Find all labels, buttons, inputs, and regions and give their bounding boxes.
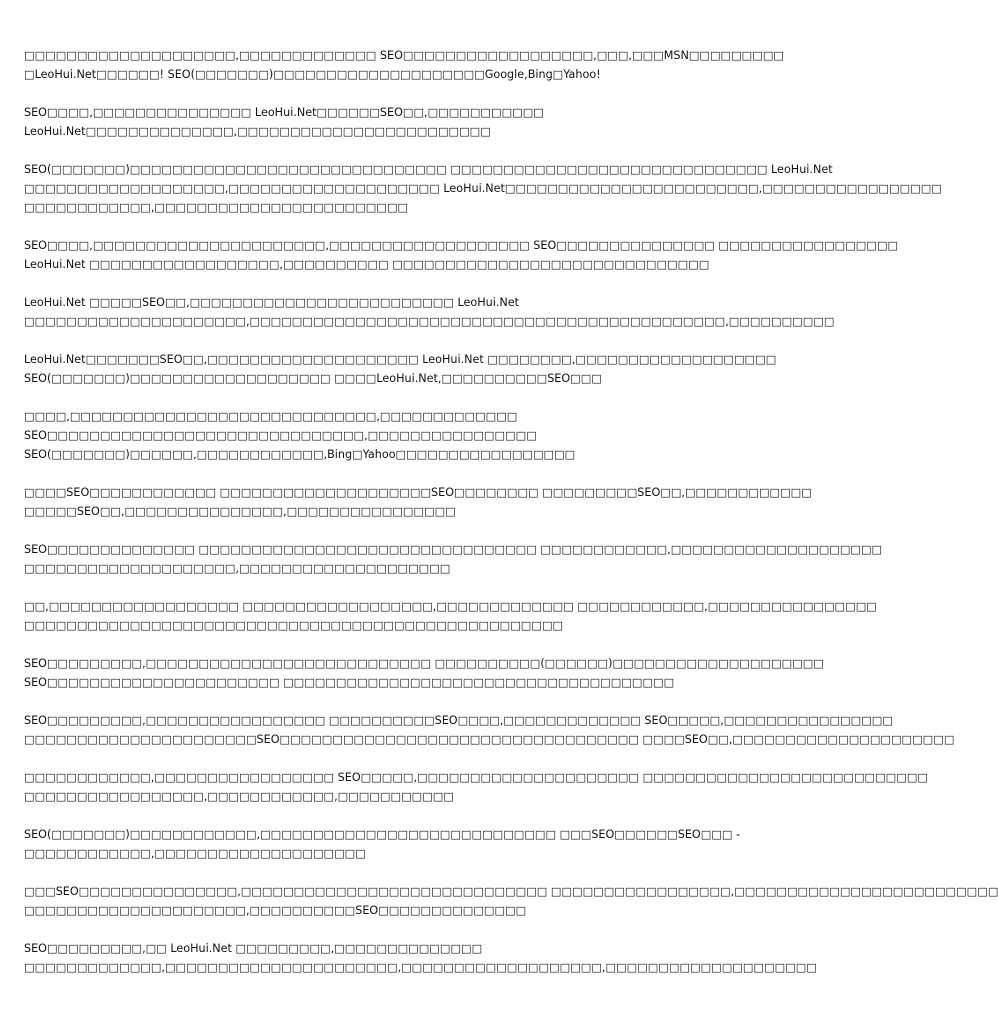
paragraph	[24, 939, 817, 977]
text-line: SEO□□□□,□□□□□□□□□□□□□□□ LeoHui.Net□□□□□□SEO□□,□□□□□□□□□□□	[24, 106, 544, 119]
text-line: SEO□□□□□□□□□□□□□□□□□□□□□□□□□□□□□□,□□□□□□□□□□□□□□□□	[24, 429, 537, 442]
text-line: SEO□□□□,□□□□□□□□□□□□□□□□□□□□□□,□□□□□□□□□□□□□□□□□□□ SEO□□□□□□□□□□□□□□□ □□□□□□□□□□□□□□□□□	[24, 239, 899, 252]
paragraph	[24, 768, 928, 806]
text-line: SEO□□□□□□□□□,□□ LeoHui.Net □□□□□□□□□,□□□□□□□□□□□□□□	[24, 942, 483, 955]
text-line: □□,□□□□□□□□□□□□□□□□□□ □□□□□□□□□□□□□□□□□□,□□□□□□□□□□□□□ □□□□□□□□□□□□,□□□□□□□□□□□□□□□□	[24, 600, 877, 613]
paragraph	[24, 882, 998, 920]
paragraph	[24, 597, 877, 635]
text-line: □□□□□□□□□□□□,□□□□□□□□□□□□□□□□□ SEO□□□□□,□□□□□□□□□□□□□□□□□□□□□ □□□□□□□□□□□□□□□□□□□□□□□□□□□	[24, 771, 928, 784]
paragraph	[24, 236, 899, 274]
text-line: SEO□□□□□□□□□,□□□□□□□□□□□□□□□□□□□□□□□□□□□ □□□□□□□□□□(□□□□□□)□□□□□□□□□□□□□□□□□□□□	[24, 657, 824, 670]
text-line: SEO(□□□□□□□)□□□□□□,□□□□□□□□□□□□,Bing□Yahoo□□□□□□□□□□□□□□□□□	[24, 448, 576, 461]
text-line: □□□□□□□□□□□□□,□□□□□□□□□□□□□□□□□□□□□□,□□□□□□□□□□□□□□□□□□□,□□□□□□□□□□□□□□□□□□□□	[24, 961, 817, 974]
paragraph	[24, 711, 955, 749]
paragraph	[24, 293, 835, 331]
paragraph	[24, 540, 883, 578]
text-line: SEO□□□□□□□□□□□□□□□□□□□□□□ □□□□□□□□□□□□□□□□□□□□□□□□□□□□□□□□□□□□□	[24, 676, 675, 689]
paragraph	[24, 654, 824, 692]
paragraph	[24, 46, 784, 84]
text-line: □□□□□□□□□□□□□□□□□□□□□□SEO□□□□□□□□□□□□□□□□□□□□□□□□□□□□□□□□□□ □□□□SEO□□,□□□□□□□□□□□□□□□□□□□□□	[24, 733, 955, 746]
paragraph	[24, 407, 696, 464]
text-line: □□□□SEO□□□□□□□□□□□□ □□□□□□□□□□□□□□□□□□□□SEO□□□□□□□□ □□□□□□□□□SEO□□,□□□□□□□□□□□□	[24, 486, 812, 499]
paragraph	[24, 160, 942, 217]
text-line: □□□□□SEO□□,□□□□□□□□□□□□□□□,□□□□□□□□□□□□□□□□	[24, 505, 456, 518]
text-line: SEO(□□□□□□□)□□□□□□□□□□□□□□□□□□□ □□□□LeoHui.Net,□□□□□□□□□□SEO□□□	[24, 372, 602, 385]
text-line: LeoHui.Net□□□□□□□SEO□□,□□□□□□□□□□□□□□□□□□□□ LeoHui.Net □□□□□□□□,□□□□□□□□□□□□□□□□□□□	[24, 353, 777, 366]
paragraph	[24, 825, 741, 863]
text-line: SEO□□□□□□□□□□□□□□ □□□□□□□□□□□□□□□□□□□□□□□□□□□□□□□□ □□□□□□□□□□□□,□□□□□□□□□□□□□□□□□□□□	[24, 543, 883, 556]
text-line: □□□SEO□□□□□□□□□□□□□□□,□□□□□□□□□□□□□□□□□□□□□□□□□□□□□ □□□□□□□□□□□□□□□□□,□□□□□□□□□□□□□□□□□□□□□□□□□	[24, 885, 998, 898]
text-line: SEO(□□□□□□□)□□□□□□□□□□□□,□□□□□□□□□□□□□□□□□□□□□□□□□□□□ □□□SEO□□□□□□SEO□□□ -	[24, 828, 741, 841]
text-line: □□□□□□□□□□□□,□□□□□□□□□□□□□□□□□□□□	[24, 847, 366, 860]
text-line: □□□□□□□□□□□□□□□□□□□,□□□□□□□□□□□□□□□□□□□□ LeoHui.Net□□□□□□□□□□□□□□□□□□□□□□□□,□□□□□□□□□□□□□□□□□	[24, 182, 942, 195]
text-line: LeoHui.Net□□□□□□□□□□□□□□,□□□□□□□□□□□□□□□□□□□□□□□□	[24, 125, 491, 138]
text-line: □LeoHui.Net□□□□□□! SEO(□□□□□□□)□□□□□□□□□□□□□□□□□□□□Google,Bing□Yahoo!	[24, 68, 601, 81]
text-line: □□□□,□□□□□□□□□□□□□□□□□□□□□□□□□□□□□,□□□□□□□□□□□□□	[24, 410, 518, 423]
text-line: LeoHui.Net □□□□□SEO□□,□□□□□□□□□□□□□□□□□□□□□□□□□ LeoHui.Net	[24, 296, 520, 309]
paragraph	[24, 350, 777, 388]
text-line: □□□□□□□□□□□□□□□□□,□□□□□□□□□□□□,□□□□□□□□□□□	[24, 790, 454, 803]
paragraph	[24, 483, 812, 521]
text-line: SEO(□□□□□□□)□□□□□□□□□□□□□□□□□□□□□□□□□□□□□□ □□□□□□□□□□□□□□□□□□□□□□□□□□□□□□ LeoHui.Net	[24, 163, 833, 176]
text-line: □□□□□□□□□□□□□□□□□□□□□,□□□□□□□□□□□□□□□□□□□□□□□□□□□□□□□□□□□□□□□□□□□□□,□□□□□□□□□□	[24, 315, 835, 328]
text-line: □□□□□□□□□□□□□□□□□□□□□□□□□□□□□□□□□□□□□□□□□□□□□□□□□□□	[24, 619, 564, 632]
text-line: □□□□□□□□□□□□□□□□□□□□□,□□□□□□□□□□SEO□□□□□□□□□□□□□□	[24, 904, 527, 917]
text-line: □□□□□□□□□□□□,□□□□□□□□□□□□□□□□□□□□□□□□	[24, 201, 409, 214]
text-line: □□□□□□□□□□□□□□□□□□□□,□□□□□□□□□□□□□□□□□□□□	[24, 562, 451, 575]
paragraph	[24, 103, 696, 141]
text-line: LeoHui.Net □□□□□□□□□□□□□□□□□□,□□□□□□□□□□ □□□□□□□□□□□□□□□□□□□□□□□□□□□□□□	[24, 258, 710, 271]
text-line: SEO□□□□□□□□□,□□□□□□□□□□□□□□□□□ □□□□□□□□□□SEO□□□□,□□□□□□□□□□□□□ SEO□□□□□,□□□□□□□□□□□□□□□□	[24, 714, 893, 727]
text-line: □□□□□□□□□□□□□□□□□□□□,□□□□□□□□□□□□□ SEO□□□□□□□□□□□□□□□□□□,□□□,□□□MSN□□□□□□□□□	[24, 49, 784, 62]
